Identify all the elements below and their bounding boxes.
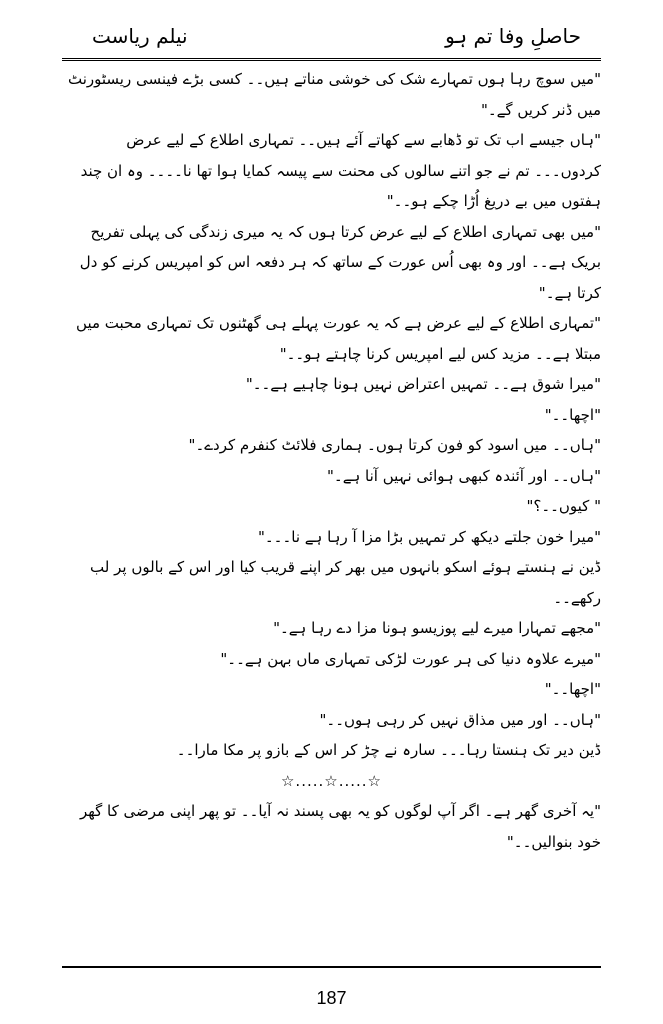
paragraph: "میرا شوق ہے۔۔ تمہیں اعتراض نہیں ہونا چاہیے ہے۔۔" (245, 375, 601, 393)
book-title: حاصلِ وفا تم ہو (445, 24, 581, 48)
paragraph: "اچھا۔۔" (544, 680, 601, 698)
page-body (62, 64, 601, 857)
paragraph: "میں سوچ رہا ہوں تمہارے شک کی خوشی مناتے ہیں۔۔ کسی بڑے فینسی ریسٹورنٹ میں ڈنر کریں گے۔" (68, 70, 601, 119)
page-number: 187 (316, 988, 347, 1008)
paragraph: "اچھا۔۔" (544, 405, 601, 424)
paragraph: "ہاں۔۔ میں اسود کو فون کرتا ہوں۔ ہماری فلائٹ کنفرم کردے۔" (188, 436, 601, 454)
paragraph: "میرے علاوہ دنیا کی ہر عورت لڑکی تمہاری ماں بہن ہے۔۔" (220, 649, 601, 668)
paragraph: "یہ آخری گھر ہے۔ اگر آپ لوگوں کو یہ بھی پسند نہ آیا۔۔ تو پھر اپنی مرضی کا گھر خود بنوالیں۔۔" (79, 802, 601, 851)
paragraph: "میرا خون جلتے دیکھ کر تمہیں بڑا مزا آ رہا ہے نا۔۔۔" (257, 527, 601, 546)
paragraph: "میں بھی تمہاری اطلاع کے لیے عرض کرتا ہوں کہ یہ میری زندگی کی پہلی تفریح بریک ہے۔۔ اور وہ بھی اُس عورت کے ساتھ کہ ہر دفعہ اس کو امپریس کرنے کو دل کرتا ہے۔" (79, 222, 601, 302)
paragraph: "تمہاری اطلاع کے لیے عرض ہے کہ یہ عورت پہلے ہی گھٹنوں تک تمہاری محبت میں مبتلا ہے۔۔ مزید کس لیے امپریس کرنا چاہتے ہو۔۔" (76, 314, 601, 363)
paragraph: ڈین نے ہنستے ہوئے اسکو بانہوں میں بھر کر اپنے قریب کیا اور اس کے بالوں پر لب رکھے۔۔ (90, 558, 601, 607)
paragraph: "ہاں جیسے اب تک تو ڈھابے سے کھاتے آئے ہیں۔۔ تمہاری اطلاع کے لیے عرض کردوں۔۔۔ تم نے جو اتنے سالوں کی محنت سے پیسہ کمایا ہوا تھا نا۔۔۔۔ وہ ان چند ہفتوں میں بے دریغ اُڑا چکے ہو۔۔" (80, 131, 601, 210)
header-divider (62, 58, 601, 61)
paragraph: "ہاں۔۔ اور میں مذاق نہیں کر رہی ہوں۔۔" (319, 710, 601, 729)
paragraph: "مجھے تمہارا میرے لیے پوزیسو ہونا مزا دے رہا ہے۔" (273, 619, 601, 637)
scene-break: ☆.....☆.....☆ (280, 771, 383, 790)
paragraph: "ہاں۔۔ اور آئندہ کبھی ہوائی نہیں آنا ہے۔" (327, 466, 601, 485)
footer-divider (62, 966, 601, 968)
page-header (62, 14, 601, 54)
paragraph: " کیوں۔۔؟" (526, 497, 601, 515)
paragraph: ڈین دیر تک ہنستا رہا۔۔۔ سارہ نے چڑ کر اس کے بازو پر مکا مارا۔۔ (176, 741, 601, 759)
author-name: نیلم ریاست (92, 24, 188, 48)
